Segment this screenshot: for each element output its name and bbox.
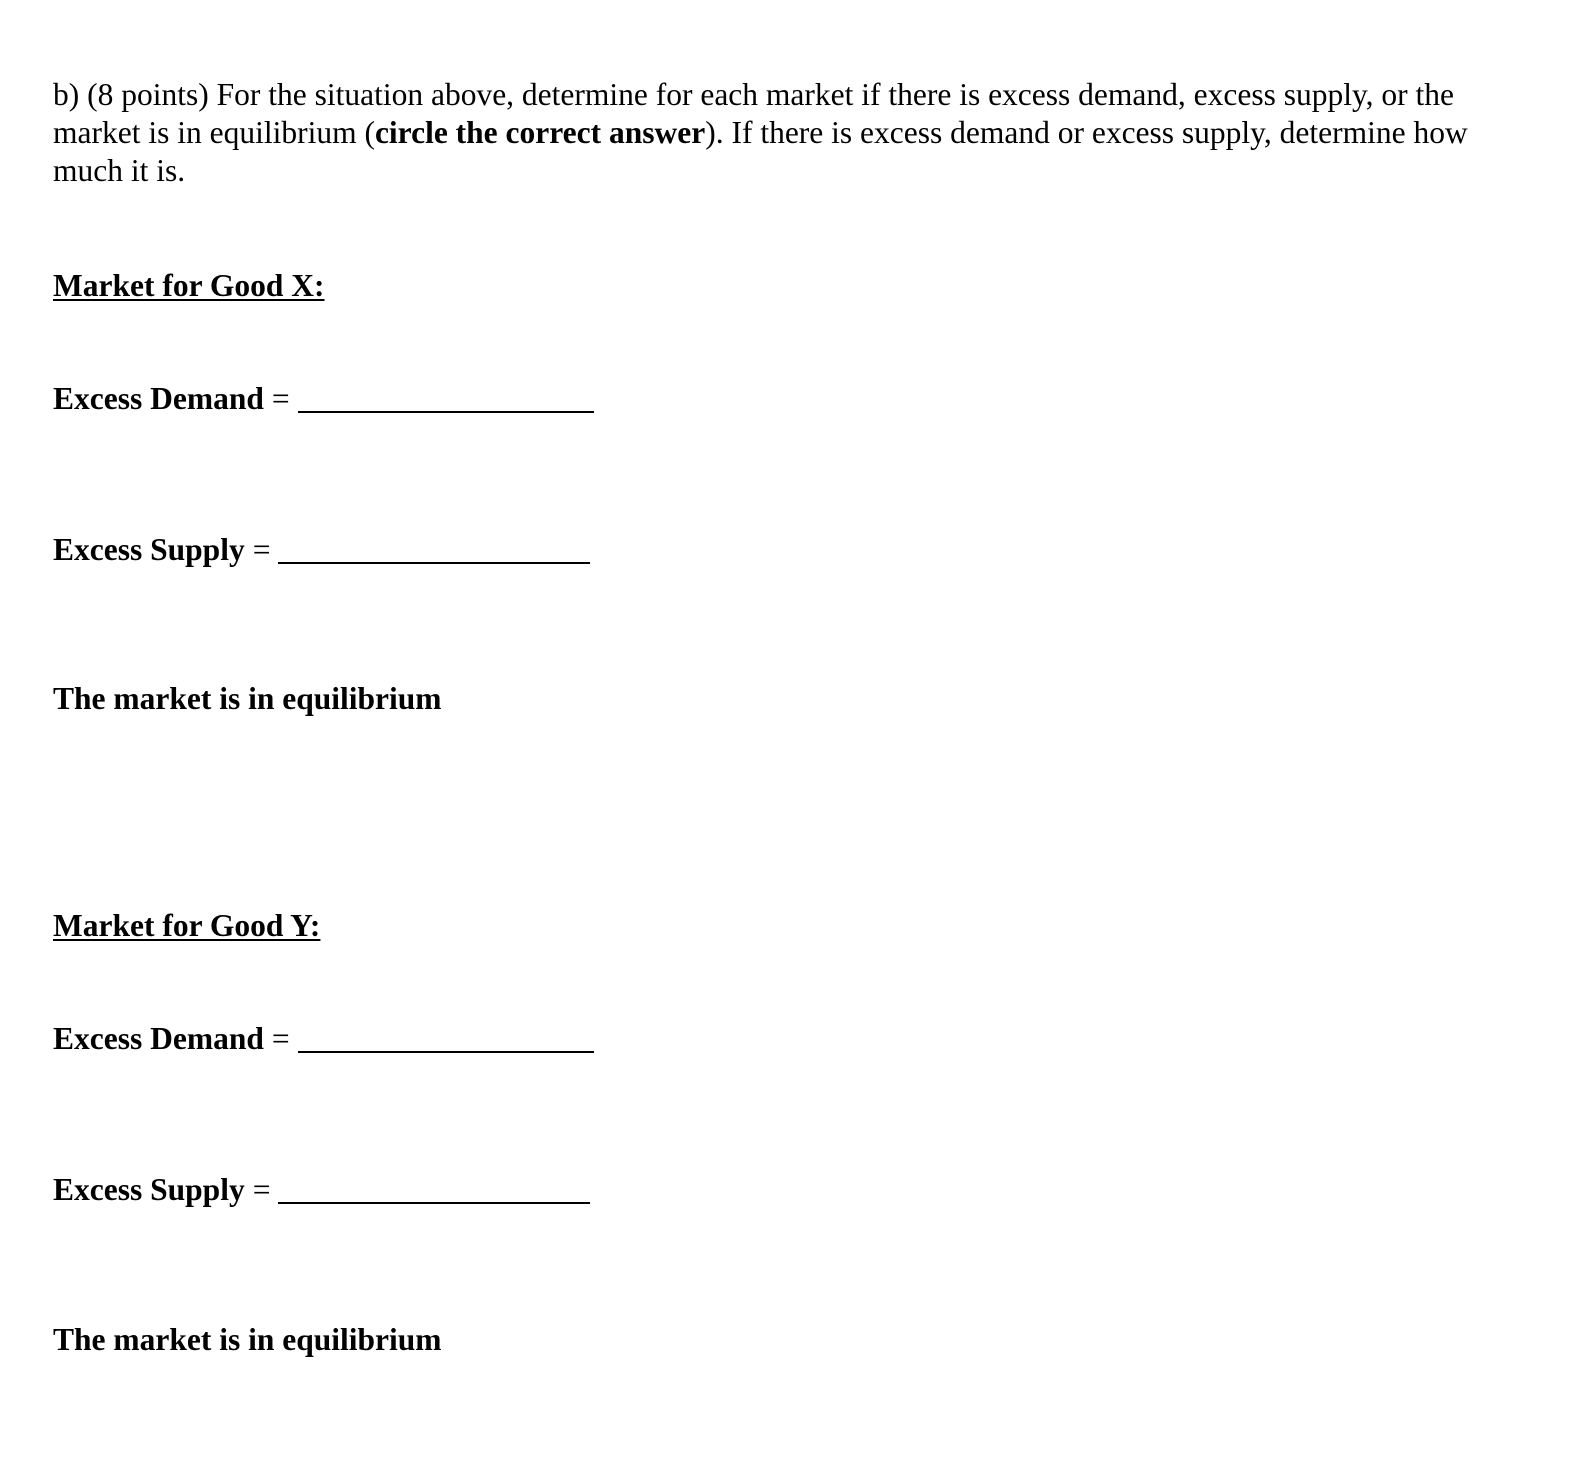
market-x-excess-supply-row xyxy=(53,531,590,569)
market-x-equilibrium-label: The market is in equilibrium xyxy=(53,681,442,716)
market-y-equilibrium[interactable] xyxy=(53,1321,442,1359)
market-x-equilibrium[interactable] xyxy=(53,680,442,718)
market-x-excess-supply-label: Excess Supply xyxy=(53,532,245,567)
question-rest: ). If there is excess demand or excess supply, determine how much it is. xyxy=(53,115,1468,188)
market-y-excess-supply-row xyxy=(53,1171,590,1209)
question-text xyxy=(53,76,1493,190)
market-x-excess-demand-row xyxy=(53,380,594,418)
market-y-heading: Market for Good Y: xyxy=(53,908,321,943)
market-x-excess-demand-equals: = xyxy=(271,381,290,416)
market-y-excess-demand-blank[interactable] xyxy=(298,1051,594,1053)
market-y-excess-supply-label: Excess Supply xyxy=(53,1172,245,1207)
market-x-heading: Market for Good X: xyxy=(53,268,325,303)
market-x-excess-demand-label: Excess Demand xyxy=(53,381,264,416)
market-y-equilibrium-label: The market is in equilibrium xyxy=(53,1322,442,1357)
market-y-excess-supply-blank[interactable] xyxy=(278,1202,590,1204)
question-emphasis: circle the correct answer xyxy=(374,115,706,150)
market-x-excess-demand-blank[interactable] xyxy=(298,411,594,413)
market-y-excess-demand-row xyxy=(53,1020,594,1058)
market-y-excess-demand-equals: = xyxy=(271,1021,290,1056)
market-x-excess-supply-blank[interactable] xyxy=(278,562,590,564)
market-y-excess-supply-equals: = xyxy=(252,1172,271,1207)
market-y-excess-demand-label: Excess Demand xyxy=(53,1021,264,1056)
question-part: b) (8 points) For the situation above, determine for each market if there is excess demand, excess supply, or the market is in equilibrium ( xyxy=(53,77,1455,150)
market-x-excess-supply-equals: = xyxy=(252,532,271,567)
